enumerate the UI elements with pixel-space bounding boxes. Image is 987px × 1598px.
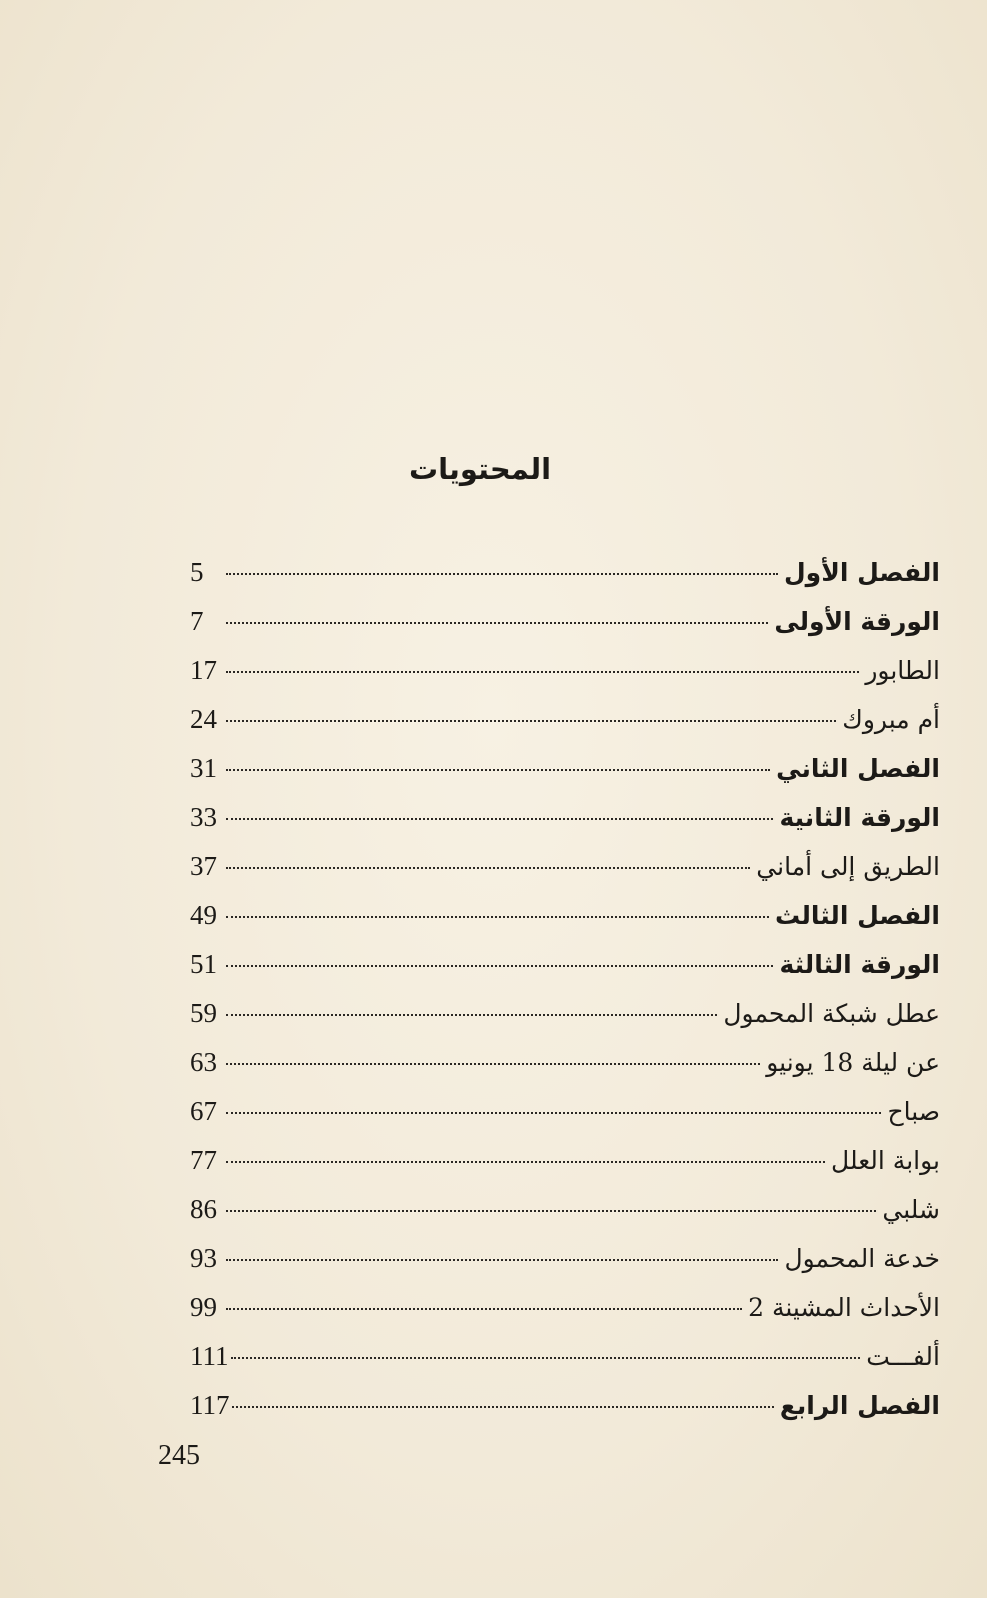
dot-leader (226, 1014, 717, 1016)
toc-entry-title: الطابور (865, 656, 940, 685)
toc-entry-title: بوابة العلل (831, 1146, 940, 1175)
toc-entry (190, 1087, 940, 1136)
toc-entry-title: الورقة الثالثة (779, 950, 940, 979)
toc-entry-title: أم مبروك (842, 705, 940, 734)
toc-entry (190, 646, 940, 695)
toc-entry-page: 5 (190, 557, 204, 587)
dot-leader (226, 573, 778, 575)
page-title: المحتويات (408, 452, 552, 486)
toc-entry-title: صباح (887, 1097, 940, 1126)
toc-entry-page: 24 (190, 704, 217, 734)
toc-entry-page: 37 (190, 851, 217, 881)
toc-entry-title: عن ليلة 18 يونيو (766, 1048, 940, 1077)
toc-entry-page: 59 (190, 998, 217, 1028)
toc-entry-title: الطريق إلى أماني (756, 852, 940, 881)
toc-entry (190, 940, 940, 989)
dot-leader (226, 1210, 876, 1212)
toc-entry (190, 1038, 940, 1087)
toc-entry (190, 793, 940, 842)
toc-entry-title: الأحداث المشينة 2 (748, 1293, 940, 1322)
toc-entry (190, 597, 940, 646)
toc-entry-page: 99 (190, 1292, 217, 1322)
toc-entry-page: 31 (190, 753, 217, 783)
toc-entry-page: 33 (190, 802, 217, 832)
toc-entry-title: الفصل الرابع (779, 1391, 940, 1420)
toc-entry-page: 17 (190, 655, 217, 685)
toc-entry-title: الفصل الثاني (776, 754, 940, 783)
toc-entry (190, 1185, 940, 1234)
toc-entry-title: الورقة الأولى (774, 607, 940, 636)
toc-entry (190, 891, 940, 940)
dot-leader (226, 818, 773, 820)
dot-leader (231, 1357, 861, 1359)
table-of-contents (190, 548, 940, 1430)
dot-leader (226, 622, 768, 624)
toc-entry-page: 51 (190, 949, 217, 979)
dot-leader (226, 720, 836, 722)
toc-entry (190, 1234, 940, 1283)
dot-leader (226, 769, 770, 771)
toc-entry-page: 49 (190, 900, 217, 930)
toc-entry-page: 86 (190, 1194, 217, 1224)
toc-entry-page: 67 (190, 1096, 217, 1126)
toc-entry-page: 7 (190, 606, 204, 636)
dot-leader (226, 1308, 742, 1310)
toc-entry (190, 1283, 940, 1332)
toc-entry (190, 1381, 940, 1430)
dot-leader (226, 965, 773, 967)
toc-entry (190, 989, 940, 1038)
toc-entry-title: شلبي (882, 1195, 940, 1224)
page-number: 245 (158, 1440, 200, 1471)
dot-leader (226, 1259, 778, 1261)
dot-leader (226, 1161, 825, 1163)
dot-leader (232, 1406, 774, 1408)
toc-entry-page: 63 (190, 1047, 217, 1077)
toc-entry-page: 77 (190, 1145, 217, 1175)
toc-entry-title: الورقة الثانية (779, 803, 940, 832)
dot-leader (226, 916, 769, 918)
toc-entry (190, 548, 940, 597)
dot-leader (226, 1063, 760, 1065)
toc-entry-page: 117 (190, 1390, 230, 1420)
toc-entry-page: 93 (190, 1243, 217, 1273)
dot-leader (226, 1112, 881, 1114)
toc-entry (190, 842, 940, 891)
toc-entry (190, 1332, 940, 1381)
toc-entry-page: 111 (190, 1341, 229, 1371)
toc-entry (190, 1136, 940, 1185)
dot-leader (226, 867, 750, 869)
dot-leader (226, 671, 859, 673)
toc-entry-title: ألفـــت (866, 1342, 940, 1371)
toc-entry (190, 695, 940, 744)
toc-entry-title: الفصل الثالث (774, 901, 940, 930)
toc-entry-title: الفصل الأول (783, 558, 940, 587)
toc-entry (190, 744, 940, 793)
toc-entry-title: خدعة المحمول (784, 1244, 940, 1273)
toc-entry-title: عطل شبكة المحمول (723, 999, 940, 1028)
